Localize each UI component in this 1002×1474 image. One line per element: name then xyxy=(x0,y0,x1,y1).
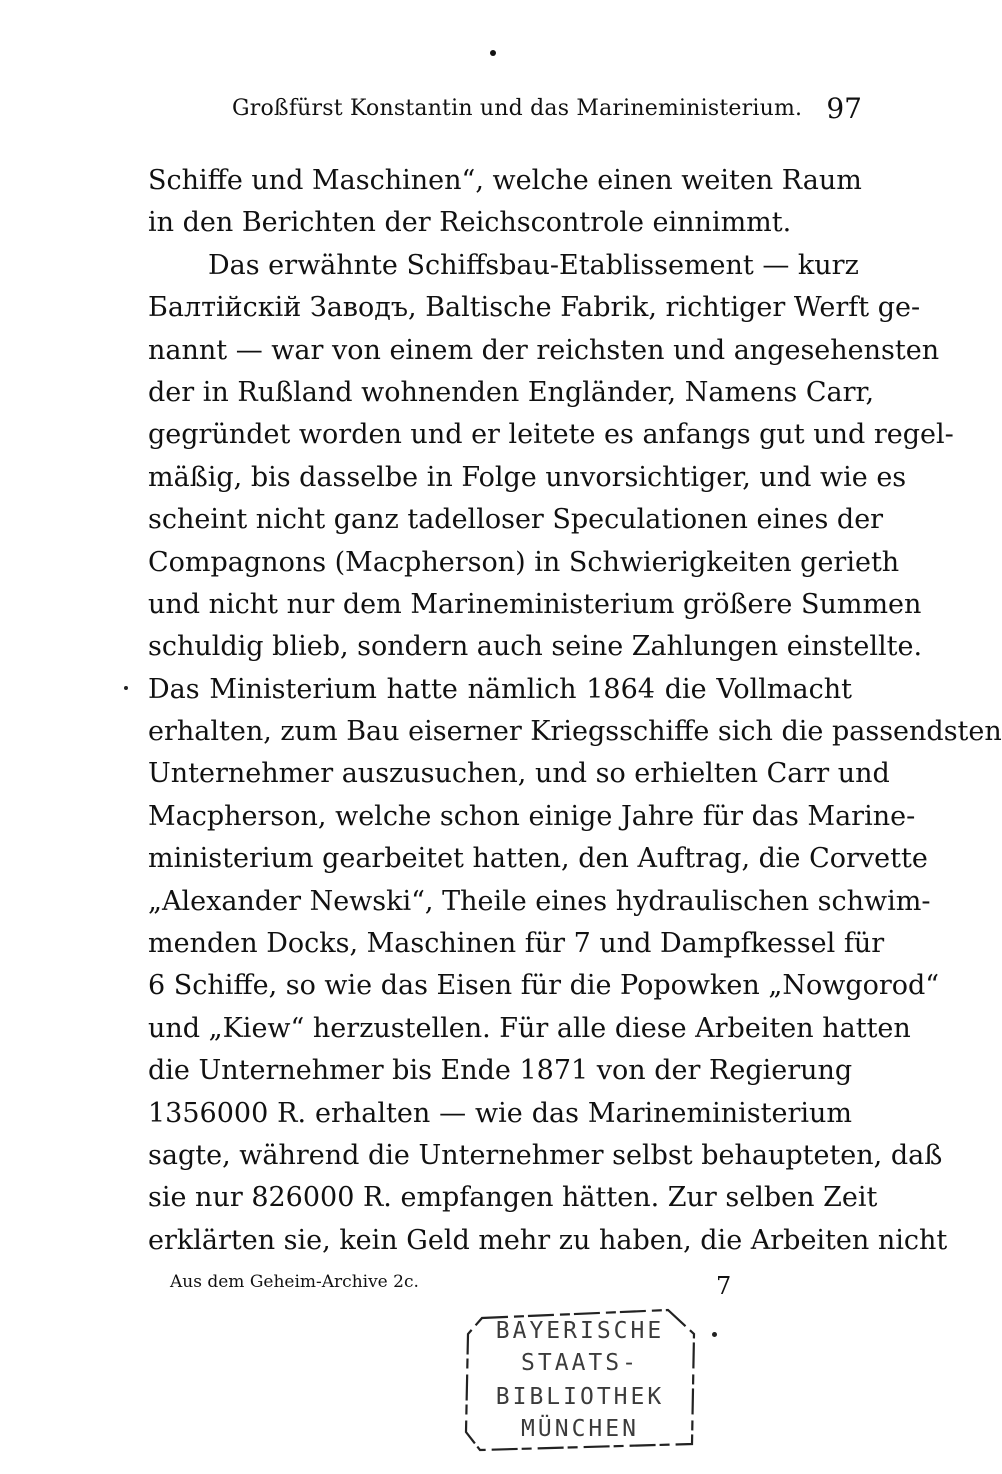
text-line: gegründet worden und er leitete es anfangs gut und regel- xyxy=(148,419,954,451)
text-line: nannt — war von einem der reichsten und angesehensten xyxy=(148,334,940,366)
text-line: und „Kiew“ herzustellen. Für alle diese Arbeiten hatten xyxy=(148,1012,911,1044)
text-line: 1356000 R. erhalten — wie das Marineministerium xyxy=(148,1097,852,1129)
stamp-line: BIBLIOTHEK xyxy=(495,1384,665,1410)
text-line: erhalten, zum Bau eiserner Kriegsschiffe sich die passendsten xyxy=(148,716,1002,748)
text-line: in den Berichten der Reichscontrole einnimmt. xyxy=(148,207,792,239)
stamp-line: STAATS- xyxy=(521,1350,639,1376)
text-line: Балтійскій Заводъ, Baltische Fabrik, richtiger Werft ge- xyxy=(148,292,921,324)
text-line: scheint nicht ganz tadelloser Speculationen eines der xyxy=(148,504,884,536)
printing-speck xyxy=(712,1332,717,1337)
text-line: „Alexander Newski“, Theile eines hydraulischen schwim- xyxy=(148,885,931,917)
text-line: schuldig blieb, sondern auch seine Zahlungen einstellte. xyxy=(148,631,923,663)
printing-speck xyxy=(490,50,496,56)
text-line: ministerium gearbeitet hatten, den Auftrag, die Corvette xyxy=(148,843,928,875)
signature-line: Aus dem Geheim-Archive 2c. xyxy=(170,1272,419,1292)
page-header xyxy=(232,92,862,132)
text-line: mäßig, bis dasselbe in Folge unvorsichtiger, und wie es xyxy=(148,461,907,493)
text-line: Macpherson, welche schon einige Jahre für das Marine- xyxy=(148,800,916,832)
text-line: Schiffe und Maschinen“, welche einen weiten Raum xyxy=(148,165,862,196)
text-line: der in Rußland wohnenden Engländer, Namens Carr, xyxy=(148,376,875,408)
text-line: sagte, während die Unternehmer selbst behaupteten, daß xyxy=(148,1139,943,1171)
text-line: menden Docks, Maschinen für 7 und Dampfkessel für xyxy=(148,928,885,960)
printing-speck xyxy=(124,686,128,690)
text-line: Unternehmer auszusuchen, und so erhielten Carr und xyxy=(148,758,890,790)
text-line: die Unternehmer bis Ende 1871 von der Regierung xyxy=(148,1055,853,1087)
text-line: 6 Schiffe, so wie das Eisen für die Popowken „Nowgorod“ xyxy=(148,970,940,1002)
page-number: 97 xyxy=(826,92,862,125)
body-text xyxy=(148,160,1002,1262)
text-line: und nicht nur dem Marineministerium größere Summen xyxy=(148,588,922,620)
library-stamp xyxy=(462,1304,698,1454)
text-line: Compagnons (Macpherson) in Schwierigkeiten gerieth xyxy=(148,546,900,578)
running-title: Großfürst Konstantin und das Marineministerium. xyxy=(232,96,803,121)
stamp-line: BAYERISCHE xyxy=(495,1318,665,1344)
text-line: erklärten sie, kein Geld mehr zu haben, die Arbeiten nicht xyxy=(148,1224,948,1256)
stamp-line: MÜNCHEN xyxy=(521,1416,639,1442)
sheet-signature-mark: 7 xyxy=(716,1272,732,1300)
text-line: Das Ministerium hatte nämlich 1864 die Vollmacht xyxy=(148,673,852,705)
text-line: Das erwähnte Schiffsbau-Etablissement — kurz xyxy=(208,249,859,281)
text-line: sie nur 826000 R. empfangen hätten. Zur selben Zeit xyxy=(148,1182,878,1214)
